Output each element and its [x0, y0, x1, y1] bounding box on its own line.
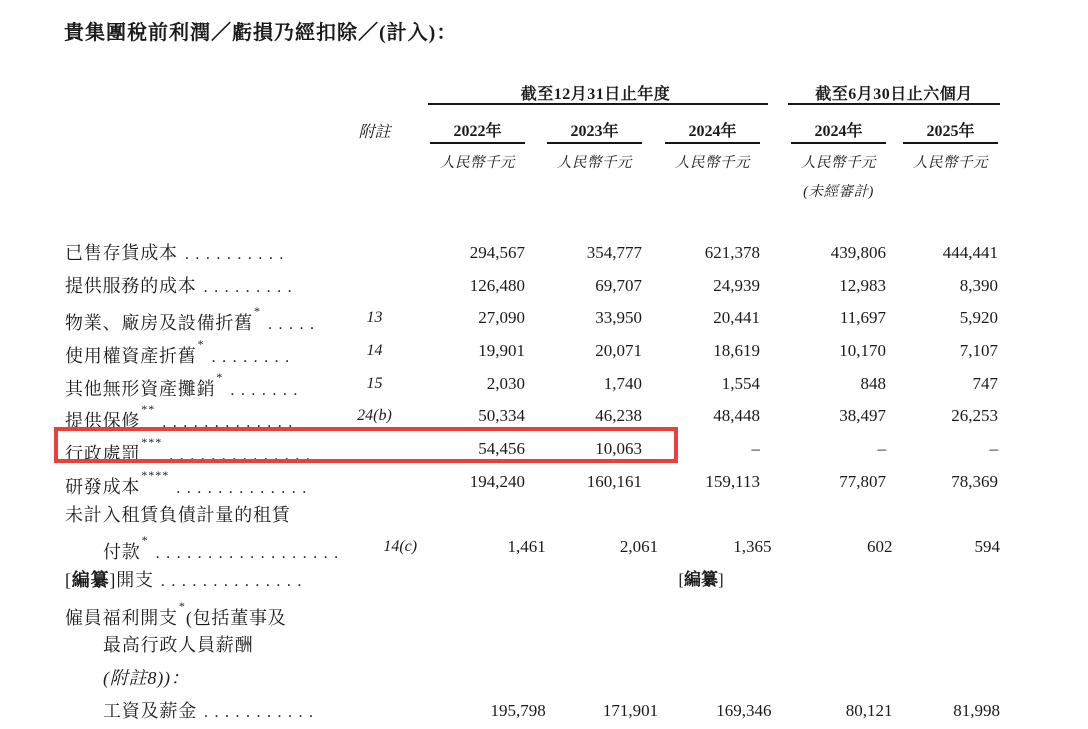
leader-dots: ..........: [184, 246, 290, 263]
value-2024-interim: 77,807: [839, 471, 886, 491]
value-2022: 19,901: [478, 341, 525, 361]
value-2023: 20,071: [595, 341, 642, 361]
value-2025: [886, 564, 998, 597]
footnote-asterisk: *: [178, 598, 186, 613]
row-label: ]開支: [109, 569, 154, 590]
column-group-interim-header: 截至6月30日止六個月: [815, 86, 973, 103]
year-rule-2024-interim: [791, 142, 886, 144]
value-2024-interim: 80,121: [845, 700, 893, 720]
table-row-redacted-expenses: [65, 564, 1000, 597]
value-2024: 1,554: [721, 373, 760, 393]
table-row-rou-depreciation: [65, 335, 1000, 368]
footnote-asterisk: **: [141, 402, 156, 417]
value-2023: 2,061: [619, 537, 659, 557]
currency-label-2025: 人民幣千元: [913, 155, 988, 171]
table-row-lease-payments-line2: [65, 531, 1000, 564]
value-2024: 169,346: [716, 700, 772, 720]
table-body: [65, 237, 1000, 727]
footnote-asterisk: *: [141, 533, 149, 548]
table-row-ppe-depreciation: [65, 302, 1000, 335]
leader-dots: ..................: [155, 545, 345, 563]
value-2024-interim: 848: [860, 373, 886, 393]
value-2024-interim: 12,983: [839, 275, 886, 295]
value-2022: 27,090: [478, 308, 525, 328]
value-2025: 5,920: [959, 308, 998, 328]
note-ref: [350, 237, 425, 270]
row-label: 物業、廠房及設備折舊: [65, 313, 253, 334]
value-2023: [525, 564, 642, 597]
value-2023: 160,161: [586, 471, 642, 491]
note-ref: 15: [366, 374, 383, 392]
value-2025: 7,107: [959, 341, 998, 361]
value-2022: 50,334: [478, 406, 525, 426]
page-title: 貴集團稅前利潤／虧損乃經扣除／(計入)：: [64, 22, 458, 44]
leader-dots: .............: [162, 414, 299, 432]
value-2024-interim: 38,497: [839, 406, 886, 426]
value-2024: 1,365: [733, 537, 772, 557]
year-rule-2023: [547, 142, 642, 144]
note-ref: [350, 466, 425, 499]
note-ref: 24(b): [357, 407, 392, 425]
leader-dots: .......: [230, 381, 304, 399]
table-row-lease-payments-line1: [65, 499, 1000, 532]
value-2025: 8,390: [959, 275, 998, 295]
note-ref: [377, 695, 450, 728]
value-2022: 54,456: [478, 439, 525, 459]
year-rule-2025: [903, 142, 998, 144]
footnote-asterisk: *: [254, 304, 261, 319]
value-2023: 1,740: [603, 373, 642, 393]
leader-dots: .....: [268, 316, 321, 334]
row-label-continued: (包括董事及: [185, 607, 287, 628]
currency-label-2022: 人民幣千元: [440, 155, 515, 171]
value-2022: 194,240: [469, 471, 525, 491]
value-2022: 294,567: [469, 243, 525, 262]
value-2024-interim: 439,806: [830, 243, 886, 262]
value-2023: 171,901: [602, 700, 659, 720]
value-2025: 594: [974, 537, 1000, 557]
annual-group-rule: [428, 103, 768, 105]
value-2022: 126,480: [469, 275, 525, 295]
row-label: 最高行政人員薪酬: [103, 635, 254, 656]
table-row-employee-benefits-line3: [65, 662, 1000, 695]
currency-label-2023: 人民幣千元: [557, 155, 632, 171]
value-2022: 1,461: [507, 537, 546, 557]
currency-label-2024-interim: 人民幣千元: [801, 155, 876, 171]
value-2024-interim: 11,697: [839, 308, 886, 328]
row-label: 使用權資產折舊: [65, 346, 197, 367]
footnote-asterisk: ****: [141, 467, 170, 482]
value-2024-interim: 602: [866, 537, 893, 557]
year-rule-2024: [665, 142, 760, 144]
interim-group-rule: [788, 103, 1000, 105]
table-row-employee-benefits-line1: [65, 597, 1000, 630]
column-group-annual-header: 截至12月31日止年度: [520, 86, 671, 103]
value-2025: 444,441: [942, 243, 998, 262]
value-2025: –: [989, 439, 998, 459]
year-header-2023: 2023年: [570, 123, 619, 140]
value-2024-interim: –: [877, 439, 886, 459]
year-header-2024: 2024年: [688, 123, 737, 140]
year-rule-2022: [430, 142, 525, 144]
value-2025: 81,998: [953, 700, 1000, 720]
table-row-cost-of-services: [65, 270, 1000, 303]
value-2024-interim: 10,170: [839, 341, 886, 361]
value-2025: 26,253: [951, 406, 998, 426]
row-label: 提供服務的成本: [65, 275, 197, 296]
table-row-employee-benefits-line2: [65, 629, 1000, 662]
row-label: 研發成本: [65, 476, 141, 497]
bracket-open: [: [678, 569, 684, 589]
footnote-asterisk: *: [197, 337, 205, 352]
note-ref: 13: [366, 309, 383, 327]
leader-dots: ..............: [169, 447, 317, 465]
value-2023: 69,707: [595, 275, 642, 295]
value-2024: 621,378: [704, 243, 760, 262]
value-2024-redacted: [642, 564, 760, 597]
notes-column-header: 附註: [358, 124, 391, 141]
table-row-cost-of-inventories-sold: [65, 237, 1000, 270]
footnote-asterisk: ***: [141, 435, 163, 450]
table-row-intangibles-amortisation: [65, 368, 1000, 401]
row-label: 僱員福利開支: [65, 607, 178, 628]
note-ref: [350, 564, 425, 597]
leader-dots: ........: [211, 349, 296, 367]
year-header-2025: 2025年: [926, 123, 975, 140]
row-label: 其他無形資產攤銷: [65, 378, 216, 399]
value-2022: 195,798: [490, 700, 546, 720]
redacted-marker: 編纂: [71, 569, 110, 590]
footnote-asterisk: *: [216, 369, 224, 384]
value-2024: 24,939: [713, 275, 760, 295]
year-header-2024-interim: 2024年: [814, 123, 863, 140]
note-ref: [350, 270, 425, 303]
currency-label-2024: 人民幣千元: [675, 155, 750, 171]
redacted-marker: 編纂: [684, 569, 718, 589]
leader-dots: ...........: [204, 703, 320, 721]
value-2024: 48,448: [713, 406, 760, 426]
value-2023: 354,777: [586, 243, 642, 262]
row-label: 工資及薪金: [103, 700, 197, 721]
row-label: 提供保修: [65, 411, 141, 432]
note-ref: 14(c): [383, 538, 418, 556]
value-2022: [425, 564, 525, 597]
value-2024: –: [751, 439, 760, 459]
year-header-2022: 2022年: [453, 123, 502, 140]
value-2023: 33,950: [595, 308, 642, 328]
row-label: 付款: [103, 542, 141, 563]
row-label: 行政處罰: [65, 444, 141, 465]
table-row-rd-costs: [65, 466, 1000, 499]
row-label: 已售存貨成本: [65, 243, 178, 263]
value-2024: 159,113: [705, 471, 760, 491]
unaudited-label: (未經審計): [803, 184, 874, 200]
value-2023: 46,238: [595, 406, 642, 426]
value-2024: 18,619: [713, 341, 760, 361]
value-2022: 2,030: [486, 373, 525, 393]
row-label: 未計入租賃負債計量的租賃: [65, 504, 291, 525]
value-2024-interim: [760, 564, 886, 597]
row-label: (附註8))：: [103, 667, 190, 688]
value-2024: 20,441: [713, 308, 760, 328]
bracket-close: ]: [718, 569, 724, 589]
value-2025: 747: [972, 373, 998, 393]
note-ref: 14: [366, 342, 383, 360]
highlight-box: [54, 427, 678, 463]
leader-dots: .............: [176, 479, 313, 497]
bracket-open: [: [65, 569, 72, 590]
leader-dots: ..............: [160, 572, 308, 590]
value-2023: 10,063: [595, 439, 642, 459]
table-row-wages-salaries: [65, 695, 1000, 728]
value-2025: 78,369: [951, 471, 998, 491]
leader-dots: .........: [203, 278, 299, 296]
